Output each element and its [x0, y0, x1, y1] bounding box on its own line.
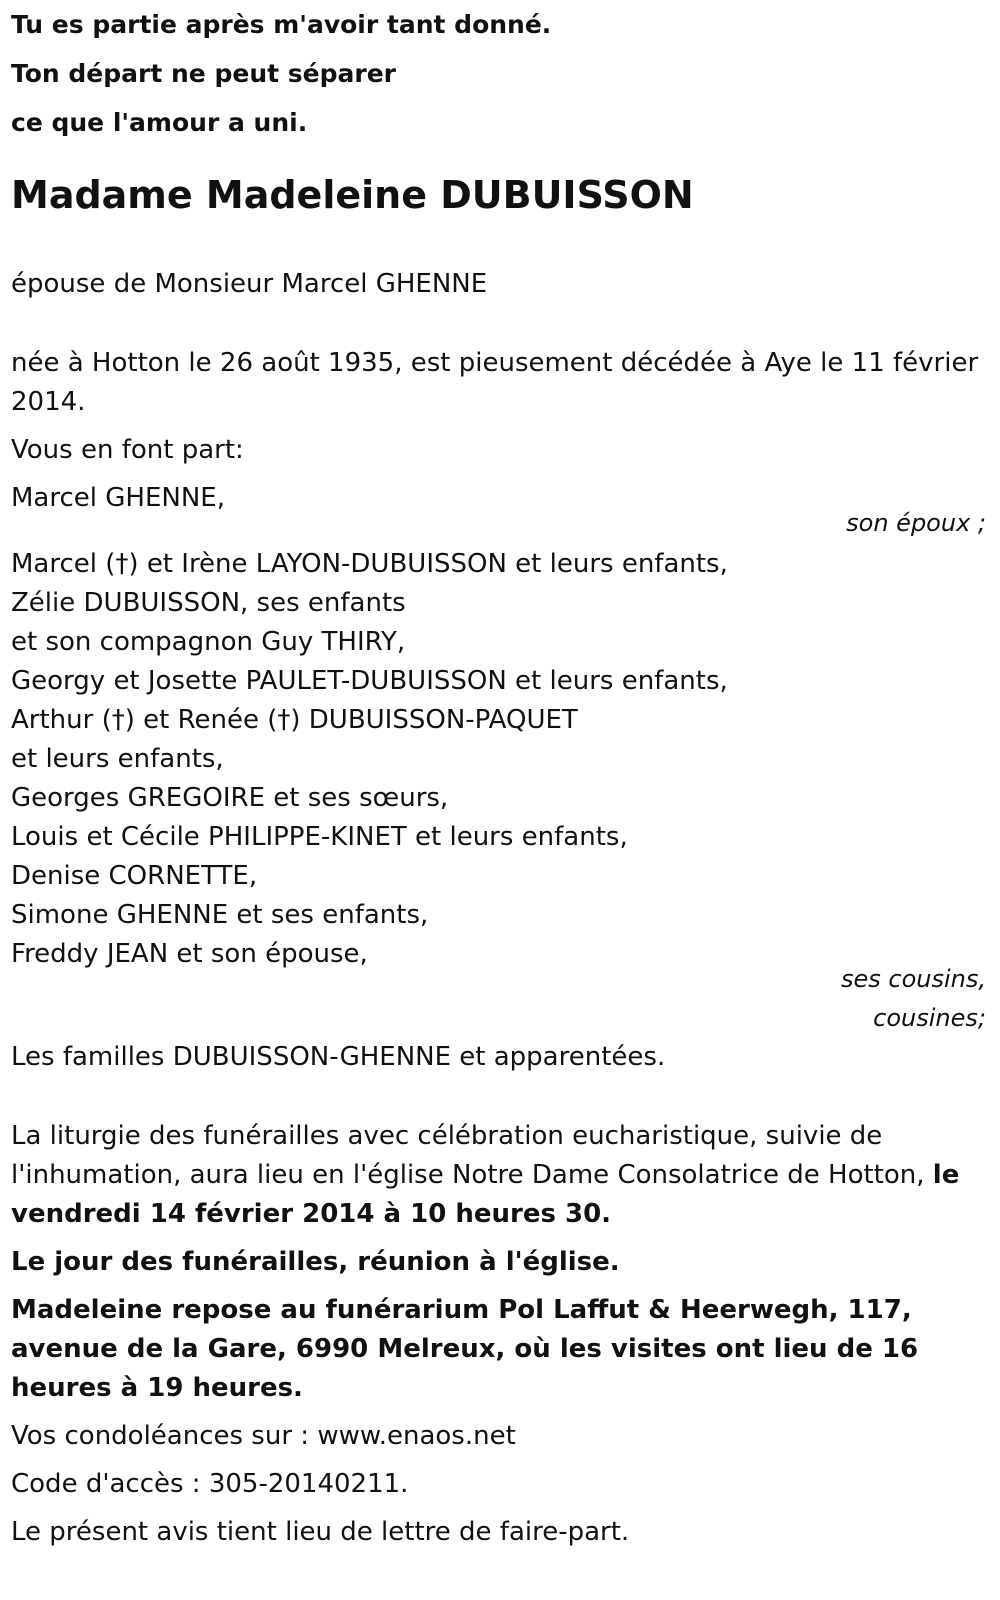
relative-line: Georgy et Josette PAULET-DUBUISSON et leurs enfants,	[11, 666, 728, 696]
announce-intro: Vous en font part:	[11, 435, 244, 465]
relative-line: Louis et Cécile PHILIPPE-KINET et leurs enfants,	[11, 822, 628, 852]
deceased-name: Madame Madeleine DUBUISSON	[11, 173, 694, 217]
liturgy-date: le vendredi 14 février 2014 à 10 heures 30.	[11, 1160, 960, 1229]
poem-line: ce que l'amour a uni.	[11, 108, 308, 137]
relative-line: et leurs enfants,	[11, 744, 224, 774]
relative-line: Denise CORNETTE,	[11, 861, 258, 891]
husband-line: Marcel GHENNE,	[11, 483, 225, 513]
relative-line: Freddy JEAN et son épouse,	[11, 939, 368, 969]
spouse-line: épouse de Monsieur Marcel GHENNE	[11, 269, 488, 299]
relatives-list	[11, 545, 991, 974]
liturgy-paragraph	[11, 1117, 991, 1234]
relative-line: Simone GHENNE et ses enfants,	[11, 900, 429, 930]
birth-death-line: née à Hotton le 26 août 1935, est pieusement décédée à Aye le 11 février 2014.	[11, 348, 979, 417]
meeting-line: Le jour des funérailles, réunion à l'église.	[11, 1247, 620, 1277]
husband-role: son époux ;	[846, 509, 986, 537]
relative-line: Marcel (†) et Irène LAYON-DUBUISSON et leurs enfants,	[11, 549, 728, 579]
relative-line: et son compagnon Guy THIRY,	[11, 627, 406, 657]
relatives-role-line: ses cousins,	[840, 965, 986, 993]
relative-line: Zélie DUBUISSON, ses enfants	[11, 588, 406, 618]
poem-line: Tu es partie après m'avoir tant donné.	[11, 10, 552, 39]
obituary-notice	[11, 0, 991, 1552]
relative-line: Georges GREGOIRE et ses sœurs,	[11, 783, 449, 813]
condolences-line: Vos condoléances sur : www.enaos.net	[11, 1421, 516, 1451]
poem-line: Ton départ ne peut séparer	[11, 59, 396, 88]
poem	[11, 0, 991, 147]
relatives-role-line: cousines;	[873, 1004, 986, 1032]
families-line: Les familles DUBUISSON-GHENNE et apparentées.	[11, 1042, 666, 1072]
access-code-line: Code d'accès : 305-20140211.	[11, 1469, 409, 1499]
funerarium-paragraph: Madeleine repose au funérarium Pol Laffut & Heerwegh, 117, avenue de la Gare, 6990 Melreux, où les visites ont lieu de 16 heures à 19 heures.	[11, 1295, 919, 1403]
relative-line: Arthur (†) et Renée (†) DUBUISSON-PAQUET	[11, 705, 578, 735]
notice-line: Le présent avis tient lieu de lettre de faire-part.	[11, 1517, 630, 1547]
liturgy-text: La liturgie des funérailles avec célébration eucharistique, suivie de l'inhumation, aura lieu en l'église Notre Dame Consolatrice de Hotton,	[11, 1121, 933, 1190]
